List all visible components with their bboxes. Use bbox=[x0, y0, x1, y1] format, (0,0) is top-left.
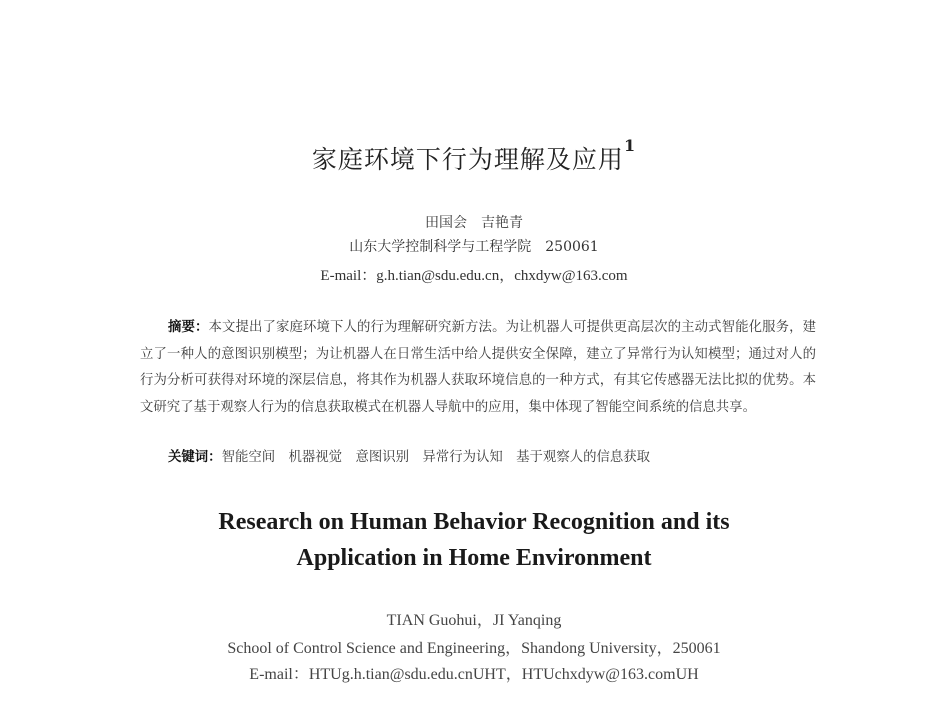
chinese-title bbox=[0, 136, 948, 176]
abstract-text: 本文提出了家庭环境下人的行为理解研究新方法。为让机器人可提供更高层次的主动式智能化服务，建立了一种人的意图识别模型；为让机器人在日常生活中给人提供安全保障，建立了异常行为认知模型；通过对人的行为分析可获得对环境的深层信息，将其作为机器人获取环境信息的一种方式，有其它传感器无法比拟的优势。本文研究了基于观察人行为的信息获取模式在机器人导航中的应用，集中体现了智能空间系统的信息共享。 bbox=[140, 320, 817, 415]
english-title bbox=[0, 504, 948, 576]
chinese-keywords bbox=[140, 446, 840, 465]
title-footnote-marker: 1 bbox=[623, 136, 637, 155]
chinese-abstract bbox=[140, 314, 816, 421]
keywords-label: 关键词： bbox=[168, 449, 222, 465]
chinese-title-text: 家庭环境下行为理解及应用 bbox=[311, 145, 624, 174]
chinese-authors: 田国会 吉艳青 bbox=[425, 215, 523, 231]
english-authors: TIAN Guohui，JI Yanqing bbox=[386, 612, 562, 629]
abstract-label: 摘要： bbox=[168, 319, 209, 335]
keywords-text: 智能空间 机器视觉 意图识别 异常行为认知 基于观察人的信息获取 bbox=[221, 450, 651, 465]
chinese-email: E-mail：g.h.tian@sdu.edu.cn，chxdyw@163.com bbox=[320, 268, 628, 284]
english-title-line1: Research on Human Behavior Recognition and its bbox=[218, 509, 730, 535]
english-title-line2: Application in Home Environment bbox=[296, 545, 652, 571]
english-affiliation: School of Control Science and Engineering，Shandong University，250061 bbox=[227, 640, 721, 657]
chinese-affiliation: 山东大学控制科学与工程学院 250061 bbox=[349, 239, 599, 255]
english-email: E-mail：HTUg.h.tian@sdu.edu.cnUHT，HTUchxdyw@163.comUH bbox=[249, 666, 699, 683]
